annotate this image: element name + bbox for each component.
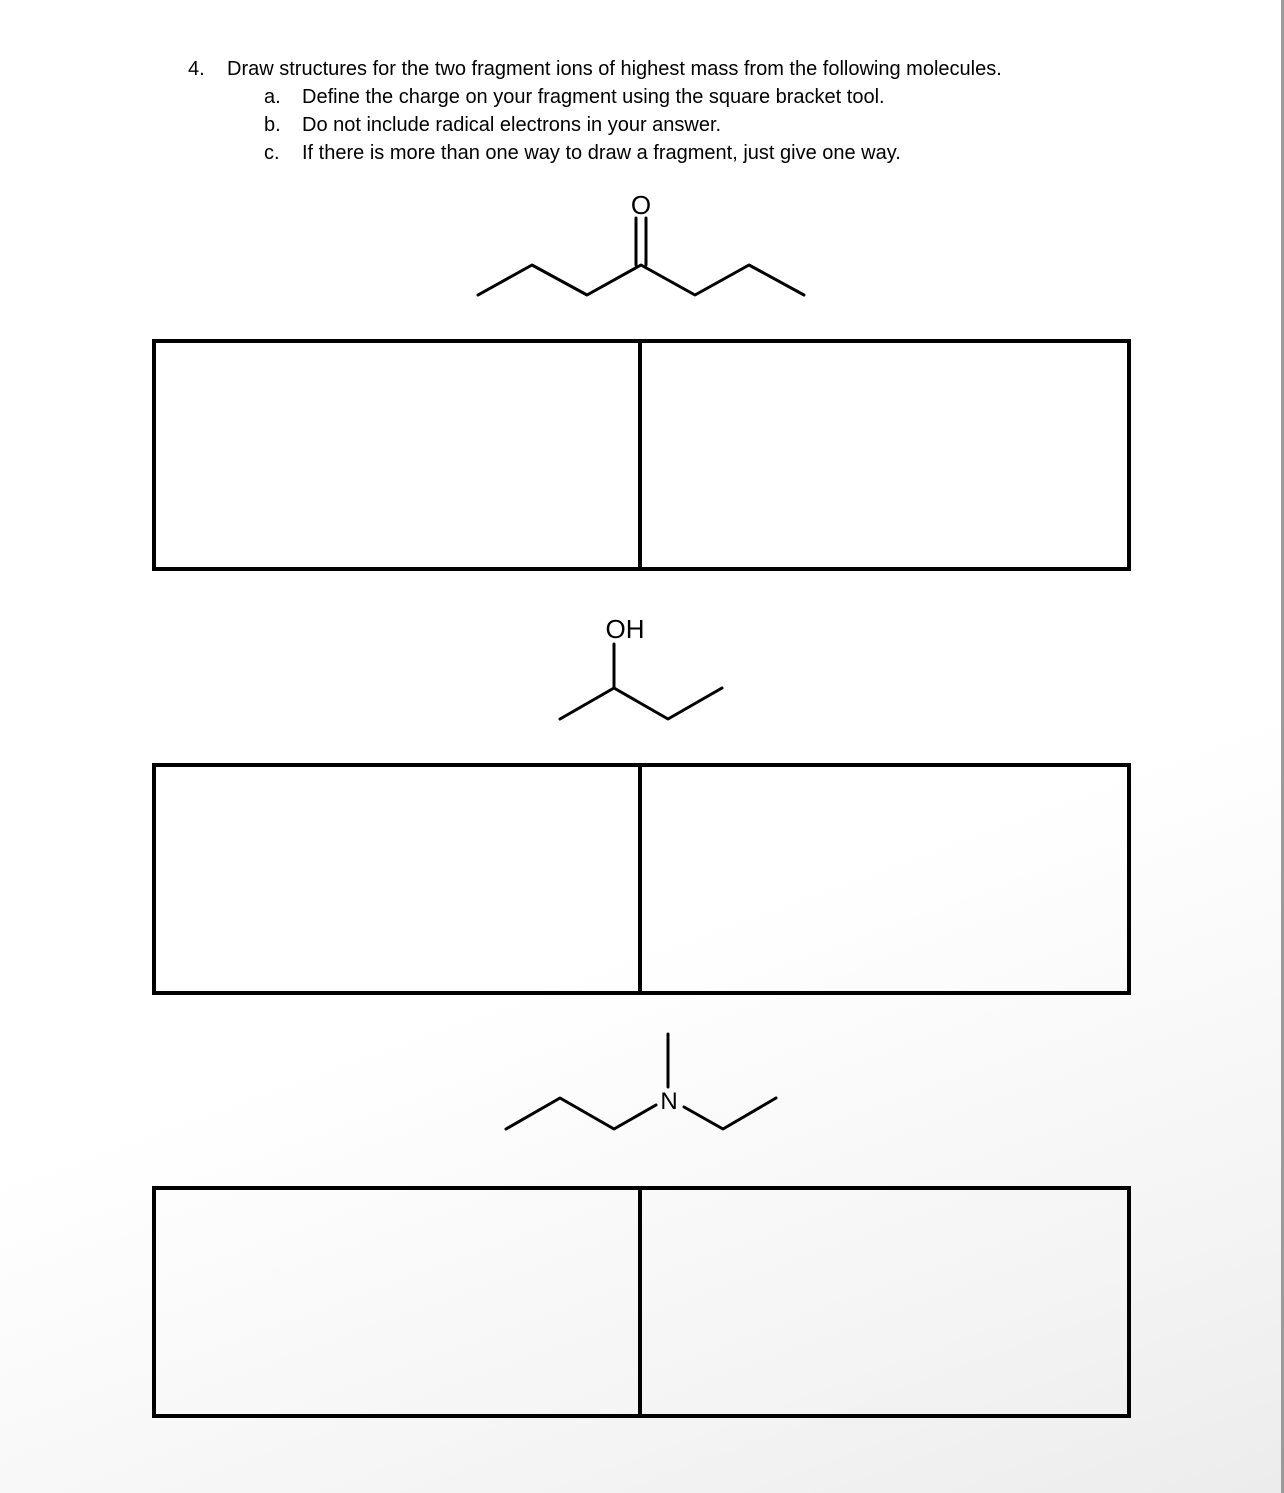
instruction-marker: b. (264, 114, 281, 136)
oxygen-atom-label: O (630, 190, 652, 220)
instruction-text: Do not include radical electrons in your answer. (302, 114, 722, 136)
answer-area-amine (152, 1186, 1131, 1418)
question-number: 4. (188, 58, 205, 80)
instruction-marker: c. (264, 142, 280, 164)
instruction-text: If there is more than one way to draw a fragment, just give one way. (302, 142, 901, 164)
carbon-chain-bonds (506, 1098, 656, 1129)
instruction-text: Define the charge on your fragment using the square bracket tool. (302, 86, 885, 108)
carbon-chain-bonds (684, 1098, 776, 1129)
hydroxyl-atom-label: OH (605, 614, 645, 644)
instruction-marker: a. (264, 86, 281, 108)
nitrogen-atom-label: N (660, 1088, 678, 1115)
answer-box-fragment-1[interactable] (152, 1186, 642, 1418)
answer-box-fragment-2[interactable] (642, 1186, 1132, 1418)
question-text: Draw structures for the two fragment ions of highest mass from the following molecules. (227, 58, 1002, 80)
